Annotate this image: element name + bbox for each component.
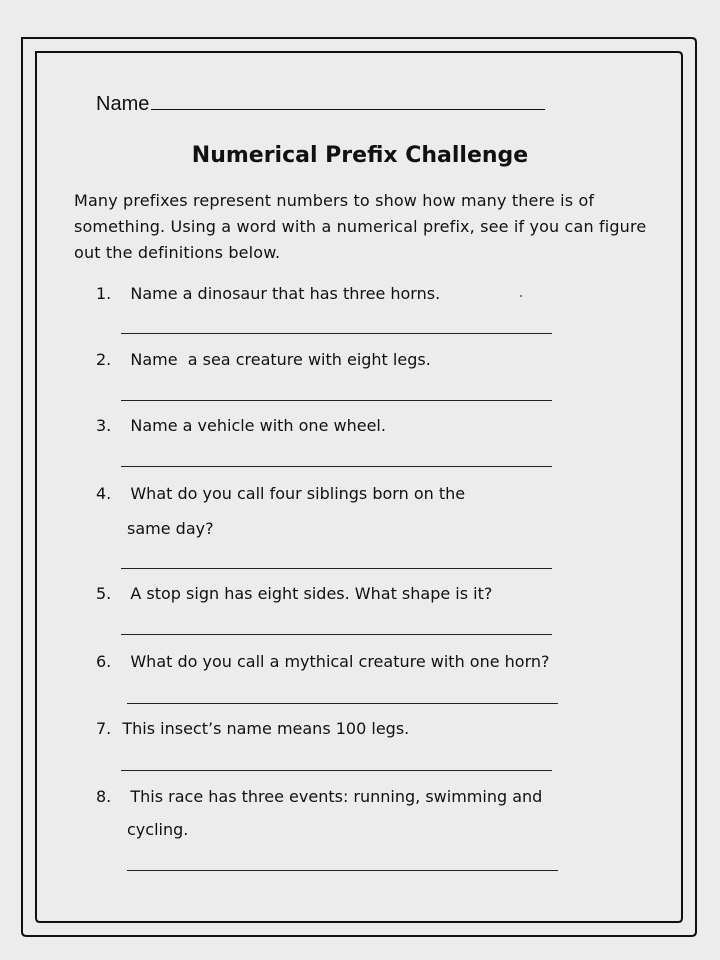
question-7 xyxy=(96,712,409,746)
answer-line-4[interactable] xyxy=(121,568,552,569)
stray-mark xyxy=(520,295,522,297)
question-8-continuation: cycling. xyxy=(127,820,189,839)
question-text: What do you call four siblings born on the xyxy=(130,484,466,503)
intro-text: Many prefixes represent numbers to show how many there is of something. Using a word with a numerical prefix, see if you can figure out the definitions below. xyxy=(74,191,647,262)
question-text: A stop sign has eight sides. What shape is it? xyxy=(130,584,493,603)
question-number: 7. xyxy=(96,719,112,738)
question-number: 3. xyxy=(96,416,112,435)
question-number: 5. xyxy=(96,584,112,603)
question-text: Name a dinosaur that has three horns. xyxy=(130,284,441,303)
answer-line-7[interactable] xyxy=(121,770,552,771)
question-4-continuation: same day? xyxy=(127,519,214,538)
worksheet-title: Numerical Prefix Challenge xyxy=(191,143,529,168)
question-number: 4. xyxy=(96,484,112,503)
name-field[interactable] xyxy=(96,91,545,116)
question-2 xyxy=(96,343,431,377)
question-text: What do you call a mythical creature with one horn? xyxy=(130,652,550,671)
question-1 xyxy=(96,277,440,311)
question-3 xyxy=(96,409,386,443)
question-number: 6. xyxy=(96,652,112,671)
question-4 xyxy=(96,477,465,511)
answer-line-3[interactable] xyxy=(121,466,552,467)
question-number: 2. xyxy=(96,350,112,369)
answer-line-1[interactable] xyxy=(121,333,552,334)
answer-line-6[interactable] xyxy=(127,703,558,704)
question-text: Name a vehicle with one wheel. xyxy=(130,416,386,435)
answer-line-2[interactable] xyxy=(121,400,552,401)
question-8 xyxy=(96,780,542,814)
question-number: 8. xyxy=(96,787,112,806)
question-text: This race has three events: running, swimming and xyxy=(130,787,543,806)
name-underline xyxy=(151,91,545,110)
name-label: Name xyxy=(96,93,150,115)
question-number: 1. xyxy=(96,284,112,303)
answer-line-5[interactable] xyxy=(121,634,552,635)
question-6 xyxy=(96,645,550,679)
question-text: Name a sea creature with eight legs. xyxy=(130,350,431,369)
question-5 xyxy=(96,577,492,611)
answer-line-8[interactable] xyxy=(127,870,558,871)
question-text: This insect’s name means 100 legs. xyxy=(122,719,410,738)
